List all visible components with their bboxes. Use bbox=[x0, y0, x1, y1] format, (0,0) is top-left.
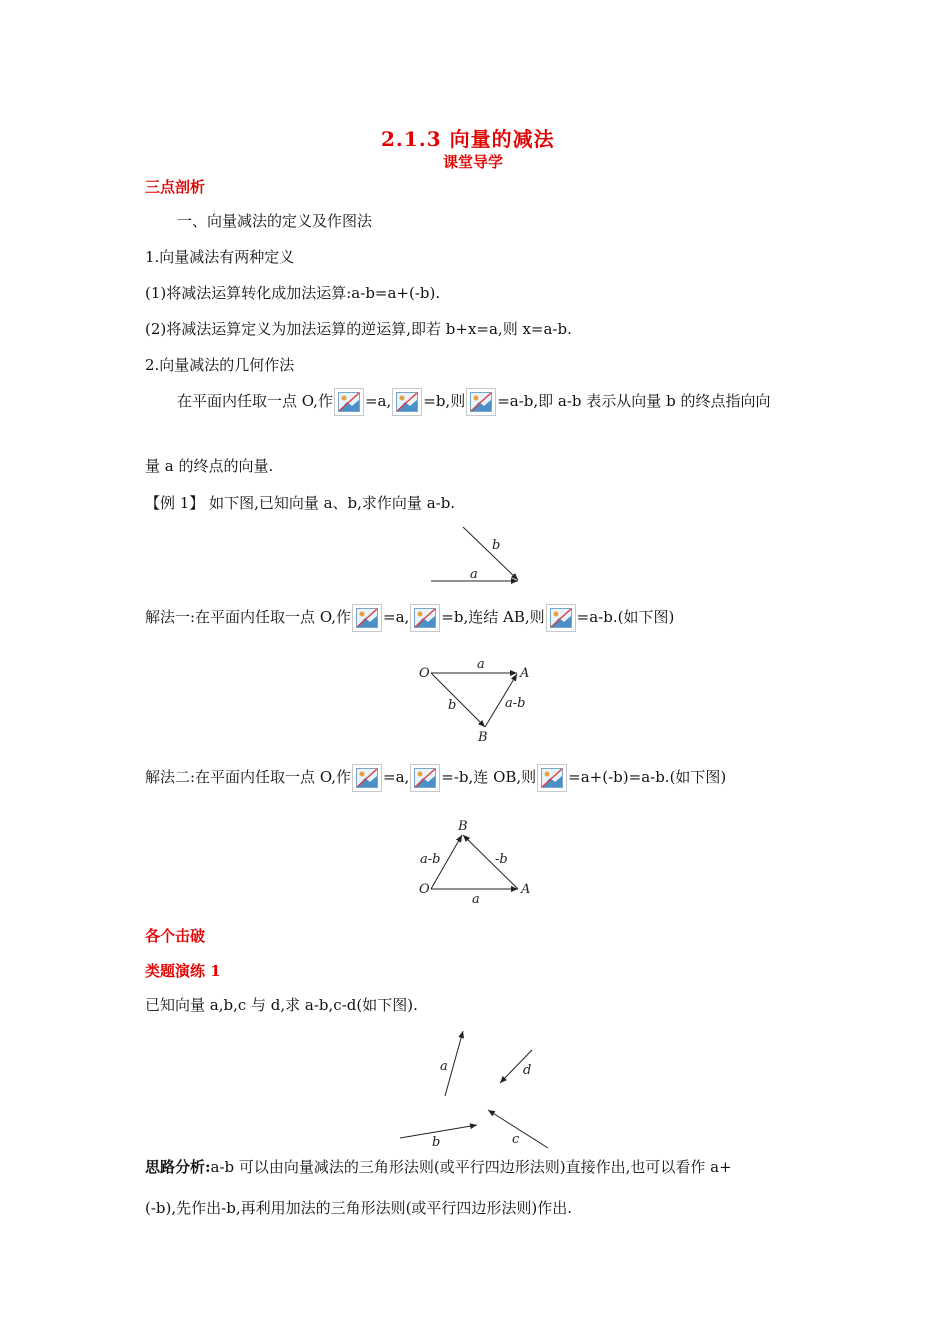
solution-1-text-d: =a-b.(如下图) bbox=[576, 608, 675, 626]
broken-image-icon bbox=[392, 388, 422, 416]
broken-image-icon bbox=[410, 604, 440, 632]
label-a: a bbox=[472, 892, 480, 907]
label-a-minus-b: a-b bbox=[420, 852, 441, 867]
geometry-heading: 2.向量减法的几何作法 bbox=[145, 356, 295, 374]
geometry-text-c: =b,则 bbox=[423, 392, 466, 410]
geometry-line bbox=[177, 388, 770, 416]
broken-image-icon bbox=[537, 764, 567, 792]
figure-vectors-a-b bbox=[425, 525, 525, 587]
broken-image-icon bbox=[410, 764, 440, 792]
broken-image-icon bbox=[334, 388, 364, 416]
label-b: b bbox=[492, 538, 501, 553]
label-A: A bbox=[520, 666, 530, 681]
definition-1: (1)将减法运算转化成加法运算:a-b=a+(-b). bbox=[145, 284, 441, 302]
analysis-text-1: a-b 可以由向量减法的三角形法则(或平行四边形法则)直接作出,也可以看作 a+ bbox=[210, 1158, 732, 1176]
solution-2-text-d: =a+(-b)=a-b.(如下图) bbox=[568, 768, 727, 786]
example-1 bbox=[145, 493, 455, 513]
label-O: O bbox=[419, 882, 430, 897]
solution-1-text-c: =b,连结 AB,则 bbox=[441, 608, 545, 626]
figure-solution-2-triangle bbox=[415, 815, 540, 907]
label-minus-b: -b bbox=[495, 852, 508, 867]
figure-four-vectors bbox=[395, 1028, 560, 1153]
geometry-text-d: =a-b,即 a-b 表示从向量 b 的终点指向向 bbox=[497, 392, 771, 410]
solution-2-text-c: =-b,连 OB,则 bbox=[441, 768, 537, 786]
geometry-text-a: 在平面内任取一点 O,作 bbox=[177, 392, 333, 410]
example-text: 如下图,已知向量 a、b,求作向量 a-b. bbox=[204, 494, 456, 512]
label-b: b bbox=[448, 698, 457, 713]
label-B: B bbox=[458, 819, 468, 834]
solution-2-line bbox=[145, 764, 726, 792]
analysis-line-1 bbox=[145, 1157, 732, 1177]
analysis-text-2: (-b),先作出-b,再利用加法的三角形法则(或平行四边形法则)作出. bbox=[145, 1199, 573, 1217]
definition-2: (2)将减法运算定义为加法运算的逆运算,即若 b+x=a,则 x=a-b. bbox=[145, 320, 572, 338]
page-title: 2.1.3 向量的减法 bbox=[381, 127, 555, 151]
practice-heading: 类题演练 1 bbox=[145, 962, 221, 980]
label-O: O bbox=[419, 666, 430, 681]
broken-image-icon bbox=[546, 604, 576, 632]
analysis-label: 思路分析: bbox=[145, 1158, 211, 1176]
example-label: 【例 1】 bbox=[145, 494, 205, 512]
solution-1-text-a: 解法一:在平面内任取一点 O,作 bbox=[145, 608, 352, 626]
label-B: B bbox=[478, 730, 488, 745]
label-d: d bbox=[523, 1063, 532, 1078]
broken-image-icon bbox=[352, 764, 382, 792]
broken-image-icon bbox=[466, 388, 496, 416]
label-A: A bbox=[521, 882, 531, 897]
geometry-text-e: 量 a 的终点的向量. bbox=[145, 457, 274, 475]
label-a: a bbox=[470, 567, 478, 582]
geometry-text-b: =a, bbox=[364, 392, 392, 410]
topic-heading: 一、向量减法的定义及作图法 bbox=[177, 212, 373, 230]
label-a: a bbox=[477, 657, 485, 672]
definition-heading: 1.向量减法有两种定义 bbox=[145, 248, 295, 266]
label-b: b bbox=[432, 1135, 441, 1150]
label-a-minus-b: a-b bbox=[505, 696, 526, 711]
page-subtitle: 课堂导学 bbox=[443, 153, 504, 171]
broken-image-icon bbox=[352, 604, 382, 632]
solution-1-line bbox=[145, 604, 674, 632]
solution-2-text-b: =a, bbox=[383, 768, 410, 786]
solution-1-text-b: =a, bbox=[383, 608, 410, 626]
figure-solution-1-triangle bbox=[415, 655, 540, 745]
label-c: c bbox=[512, 1132, 520, 1147]
section-heading-breakthrough: 各个击破 bbox=[145, 927, 206, 945]
section-heading-analysis: 三点剖析 bbox=[145, 178, 206, 196]
practice-text: 已知向量 a,b,c 与 d,求 a-b,c-d(如下图). bbox=[145, 996, 418, 1014]
solution-2-text-a: 解法二:在平面内任取一点 O,作 bbox=[145, 768, 352, 786]
label-a: a bbox=[440, 1059, 448, 1074]
